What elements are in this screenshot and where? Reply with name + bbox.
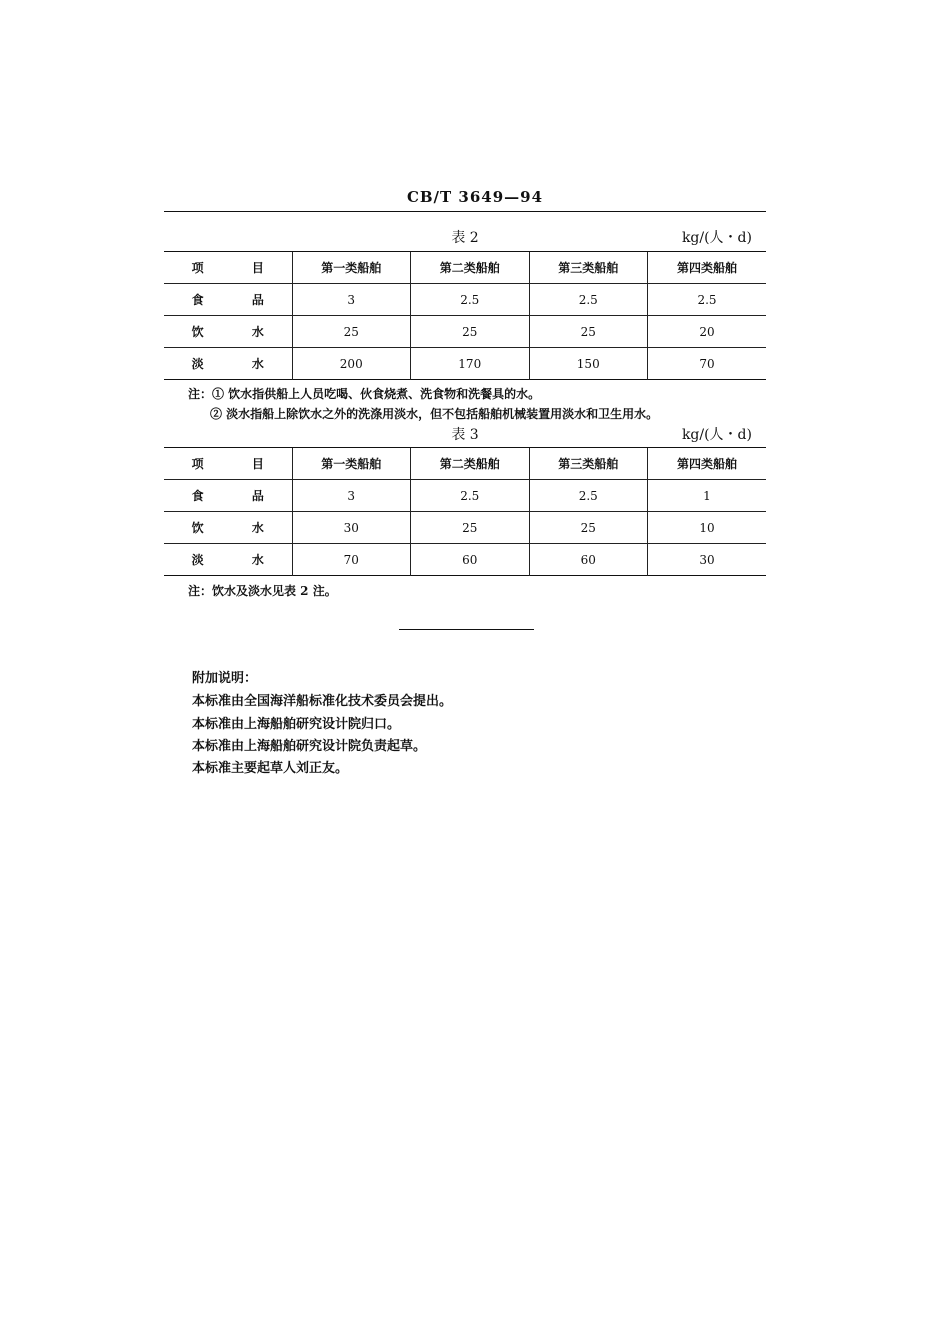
row-label: 淡 水 [164,544,292,576]
row-label: 饮 水 [164,512,292,544]
additional-line: 本标准由全国海洋船标准化技术委员会提出。 [192,694,453,709]
table2 [164,251,766,380]
table-cell: 200 [292,348,411,380]
table2-unit: kg/(人・d) [681,230,752,246]
table-cell: 25 [292,316,411,348]
table-cell: 2.5 [411,480,530,512]
table-cell: 170 [411,348,530,380]
table2-title: 表 2 [451,230,479,246]
table-row [164,544,766,576]
table-cell: 25 [529,512,648,544]
row-label: 饮 水 [164,316,292,348]
table3 [164,447,766,576]
table-cell: 30 [292,512,411,544]
table-cell: 70 [292,544,411,576]
table-cell: 150 [529,348,648,380]
table-cell: 60 [411,544,530,576]
table-row [164,316,766,348]
table2-note-1: 注：① 饮水指供船上人员吃喝、伙食烧煮、洗食物和洗餐具的水。 [188,387,541,401]
column-header-class4: 第四类船舶 [648,448,767,480]
column-header-class4: 第四类船舶 [648,252,767,284]
table3-unit: kg/(人・d) [681,427,752,443]
table-cell: 60 [529,544,648,576]
table-cell: 2.5 [411,284,530,316]
row-label: 淡 水 [164,348,292,380]
table-cell: 70 [648,348,767,380]
table-row [164,284,766,316]
table-cell: 2.5 [529,284,648,316]
additional-line: 本标准主要起草人刘正友。 [192,761,349,776]
additional-title: 附加说明： [192,671,258,686]
table-cell: 10 [648,512,767,544]
table-row [164,512,766,544]
row-label: 食 品 [164,480,292,512]
table-cell: 3 [292,284,411,316]
table-cell: 25 [411,512,530,544]
section-divider [399,629,534,630]
column-header-item: 项 目 [164,448,292,480]
table-cell: 25 [411,316,530,348]
column-header-class1: 第一类船舶 [292,448,411,480]
table-cell: 20 [648,316,767,348]
table-cell: 1 [648,480,767,512]
table-cell: 2.5 [529,480,648,512]
table-row [164,480,766,512]
additional-line: 本标准由上海船舶研究设计院负责起草。 [192,739,427,754]
column-header-class2: 第二类船舶 [411,448,530,480]
column-header-item: 项 目 [164,252,292,284]
table3-caption [164,424,766,444]
table2-note-2: ② 淡水指船上除饮水之外的洗涤用淡水，但不包括船舶机械装置用淡水和卫生用水。 [210,407,659,421]
table3-header-row [164,448,766,480]
row-label: 食 品 [164,284,292,316]
table2-header-row [164,252,766,284]
standard-code: CB/T 3649—94 [406,188,544,206]
column-header-class2: 第二类船舶 [411,252,530,284]
column-header-class3: 第三类船舶 [529,448,648,480]
column-header-class3: 第三类船舶 [529,252,648,284]
header-rule [164,211,766,212]
additional-line: 本标准由上海船舶研究设计院归口。 [192,717,401,732]
table-cell: 25 [529,316,648,348]
table3-note: 注：饮水及淡水见表 2 注。 [188,584,337,598]
table3-title: 表 3 [451,427,479,443]
table-cell: 3 [292,480,411,512]
column-header-class1: 第一类船舶 [292,252,411,284]
table2-caption [164,227,766,247]
table-row [164,348,766,380]
table-cell: 30 [648,544,767,576]
table-cell: 2.5 [648,284,767,316]
